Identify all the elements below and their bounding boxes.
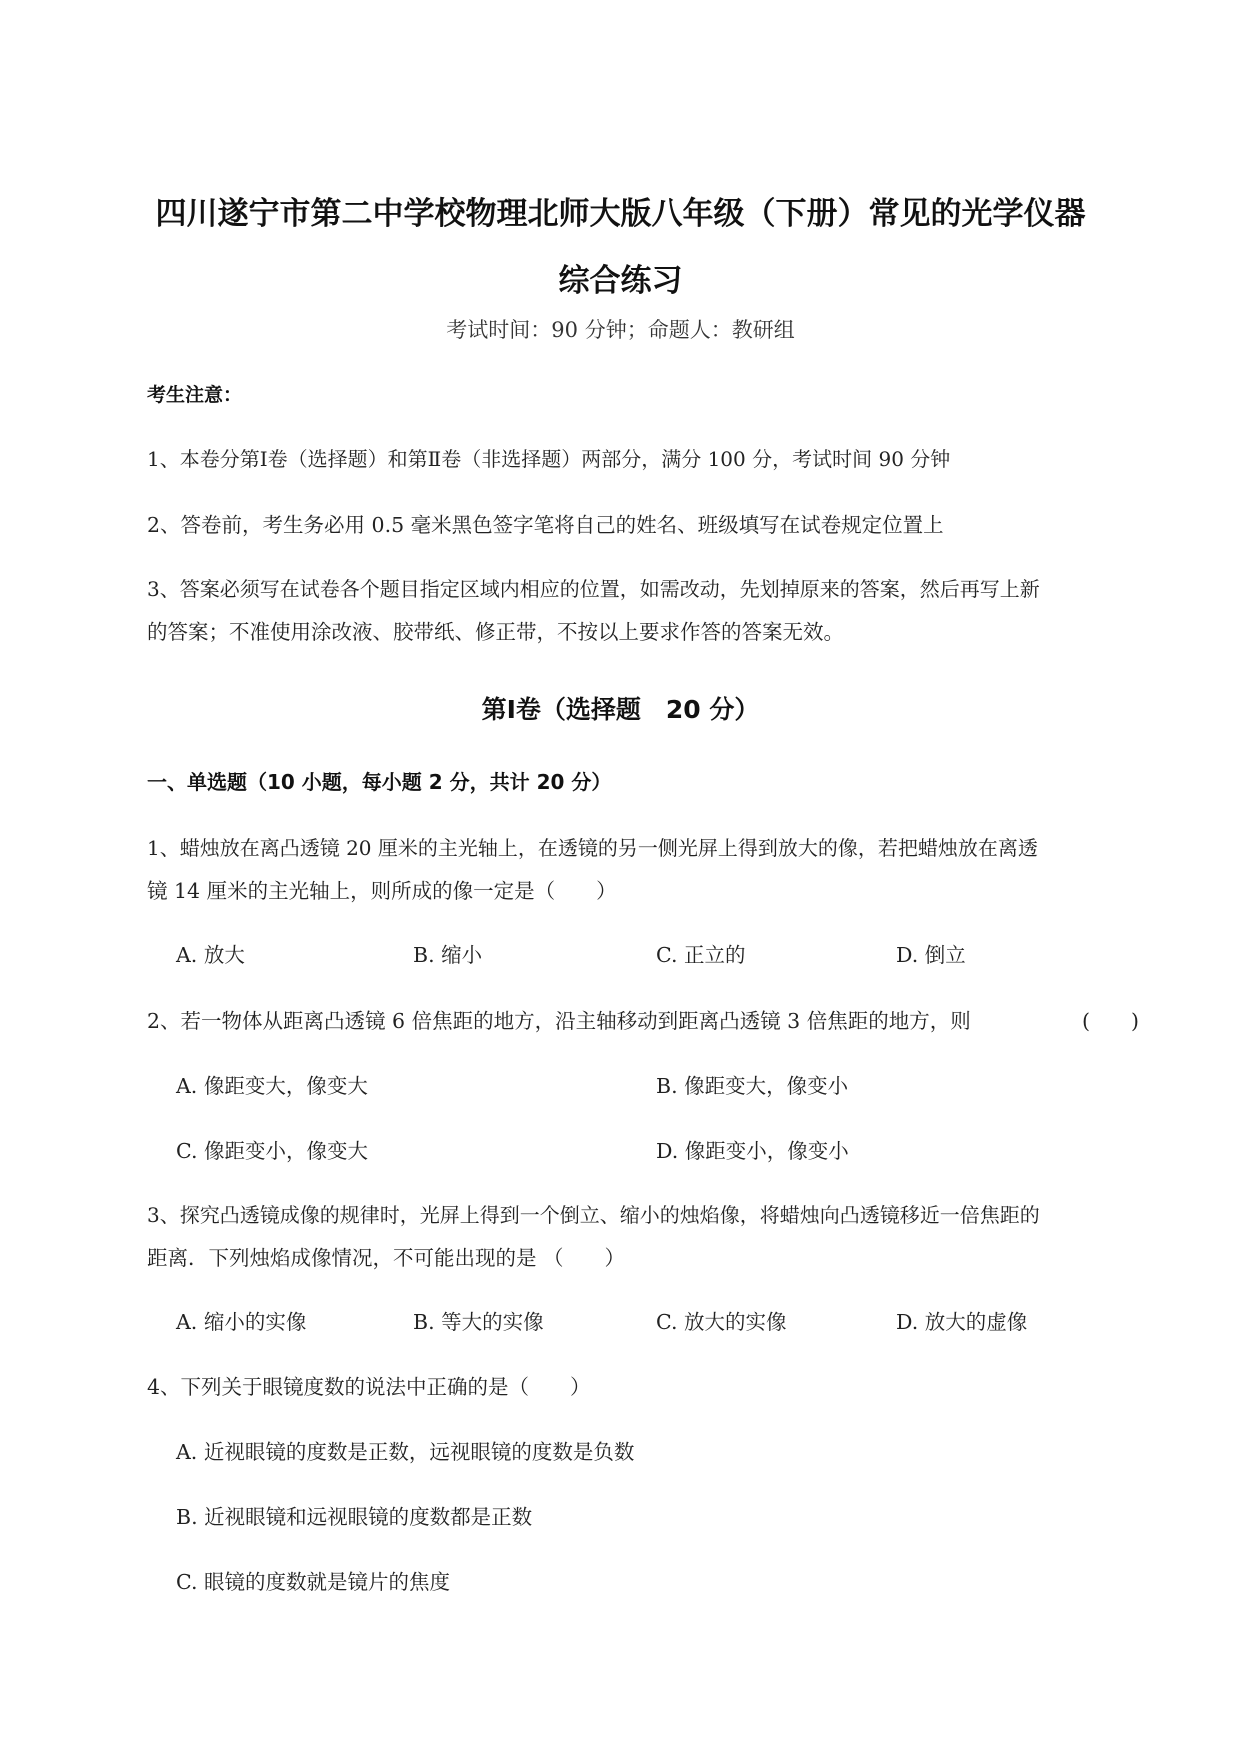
page-title-line1: 四川遂宁市第二中学校物理北师大版八年级（下册）常见的光学仪器: [155, 196, 1086, 232]
notice-item-3-line2: 的答案；不准使用涂改液、胶带纸、修正带，不按以上要求作答的答案无效。: [147, 620, 844, 644]
notice-item-2: 2、答卷前，考生务必用 0.5 毫米黑色签字笔将自己的姓名、班级填写在试卷规定位置上: [147, 513, 944, 537]
question-3-option-b[interactable]: B. 等大的实像: [413, 1310, 544, 1334]
question-1-option-b[interactable]: B. 缩小: [413, 943, 483, 967]
question-1-option-d[interactable]: D. 倒立: [896, 943, 966, 967]
notice-item-3-line1: 3、答案必须写在试卷各个题目指定区域内相应的位置，如需改动，先划掉原来的答案，然后再写上新: [147, 577, 1040, 601]
question-2-option-a[interactable]: A. 像距变大，像变大: [176, 1074, 368, 1098]
question-4-option-b[interactable]: B. 近视眼镜和远视眼镜的度数都是正数: [176, 1505, 533, 1529]
question-4-stem: 4、下列关于眼镜度数的说法中正确的是（ ）: [147, 1375, 591, 1399]
question-4-option-c[interactable]: C. 眼镜的度数就是镜片的焦度: [176, 1570, 450, 1594]
page-title-line2: 综合练习: [558, 263, 683, 299]
question-3-option-d[interactable]: D. 放大的虚像: [896, 1310, 1028, 1334]
question-2-option-c[interactable]: C. 像距变小，像变大: [176, 1139, 368, 1163]
question-1-line1: 1、蜡烛放在离凸透镜 20 厘米的主光轴上，在透镜的另一侧光屏上得到放大的像，若把蜡烛放在离透: [147, 836, 1038, 860]
question-4-option-a[interactable]: A. 近视眼镜的度数是正数，远视眼镜的度数是负数: [176, 1440, 635, 1464]
notice-heading: 考生注意：: [147, 384, 243, 406]
question-2-option-b[interactable]: B. 像距变大，像变小: [656, 1074, 849, 1098]
question-2-stem: 2、若一物体从距离凸透镜 6 倍焦距的地方，沿主轴移动到距离凸透镜 3 倍焦距的地方，则: [147, 1009, 971, 1033]
question-3-option-a[interactable]: A. 缩小的实像: [176, 1310, 307, 1334]
exam-info: 考试时间：90 分钟；命题人：教研组: [446, 318, 795, 342]
question-1-option-a[interactable]: A. 放大: [176, 943, 245, 967]
section-title: 第Ⅰ卷（选择题 20 分）: [481, 695, 760, 724]
question-2-option-d[interactable]: D. 像距变小，像变小: [656, 1139, 849, 1163]
question-2-answer-blank: ( ): [1082, 1009, 1139, 1033]
question-3-line2: 距离．下列烛焰成像情况，不可能出现的是 （ ）: [147, 1246, 626, 1270]
question-3-option-c[interactable]: C. 放大的实像: [656, 1310, 787, 1334]
part-heading: 一、单选题（10 小题，每小题 2 分，共计 20 分）: [147, 770, 612, 794]
question-3-line1: 3、探究凸透镜成像的规律时，光屏上得到一个倒立、缩小的烛焰像，将蜡烛向凸透镜移近一倍焦距的: [147, 1203, 1040, 1227]
question-1-option-c[interactable]: C. 正立的: [656, 943, 746, 967]
notice-item-1: 1、本卷分第Ⅰ卷（选择题）和第Ⅱ卷（非选择题）两部分，满分 100 分，考试时间 90 分钟: [147, 447, 951, 471]
question-1-line2: 镜 14 厘米的主光轴上，则所成的像一定是（ ）: [147, 879, 617, 903]
